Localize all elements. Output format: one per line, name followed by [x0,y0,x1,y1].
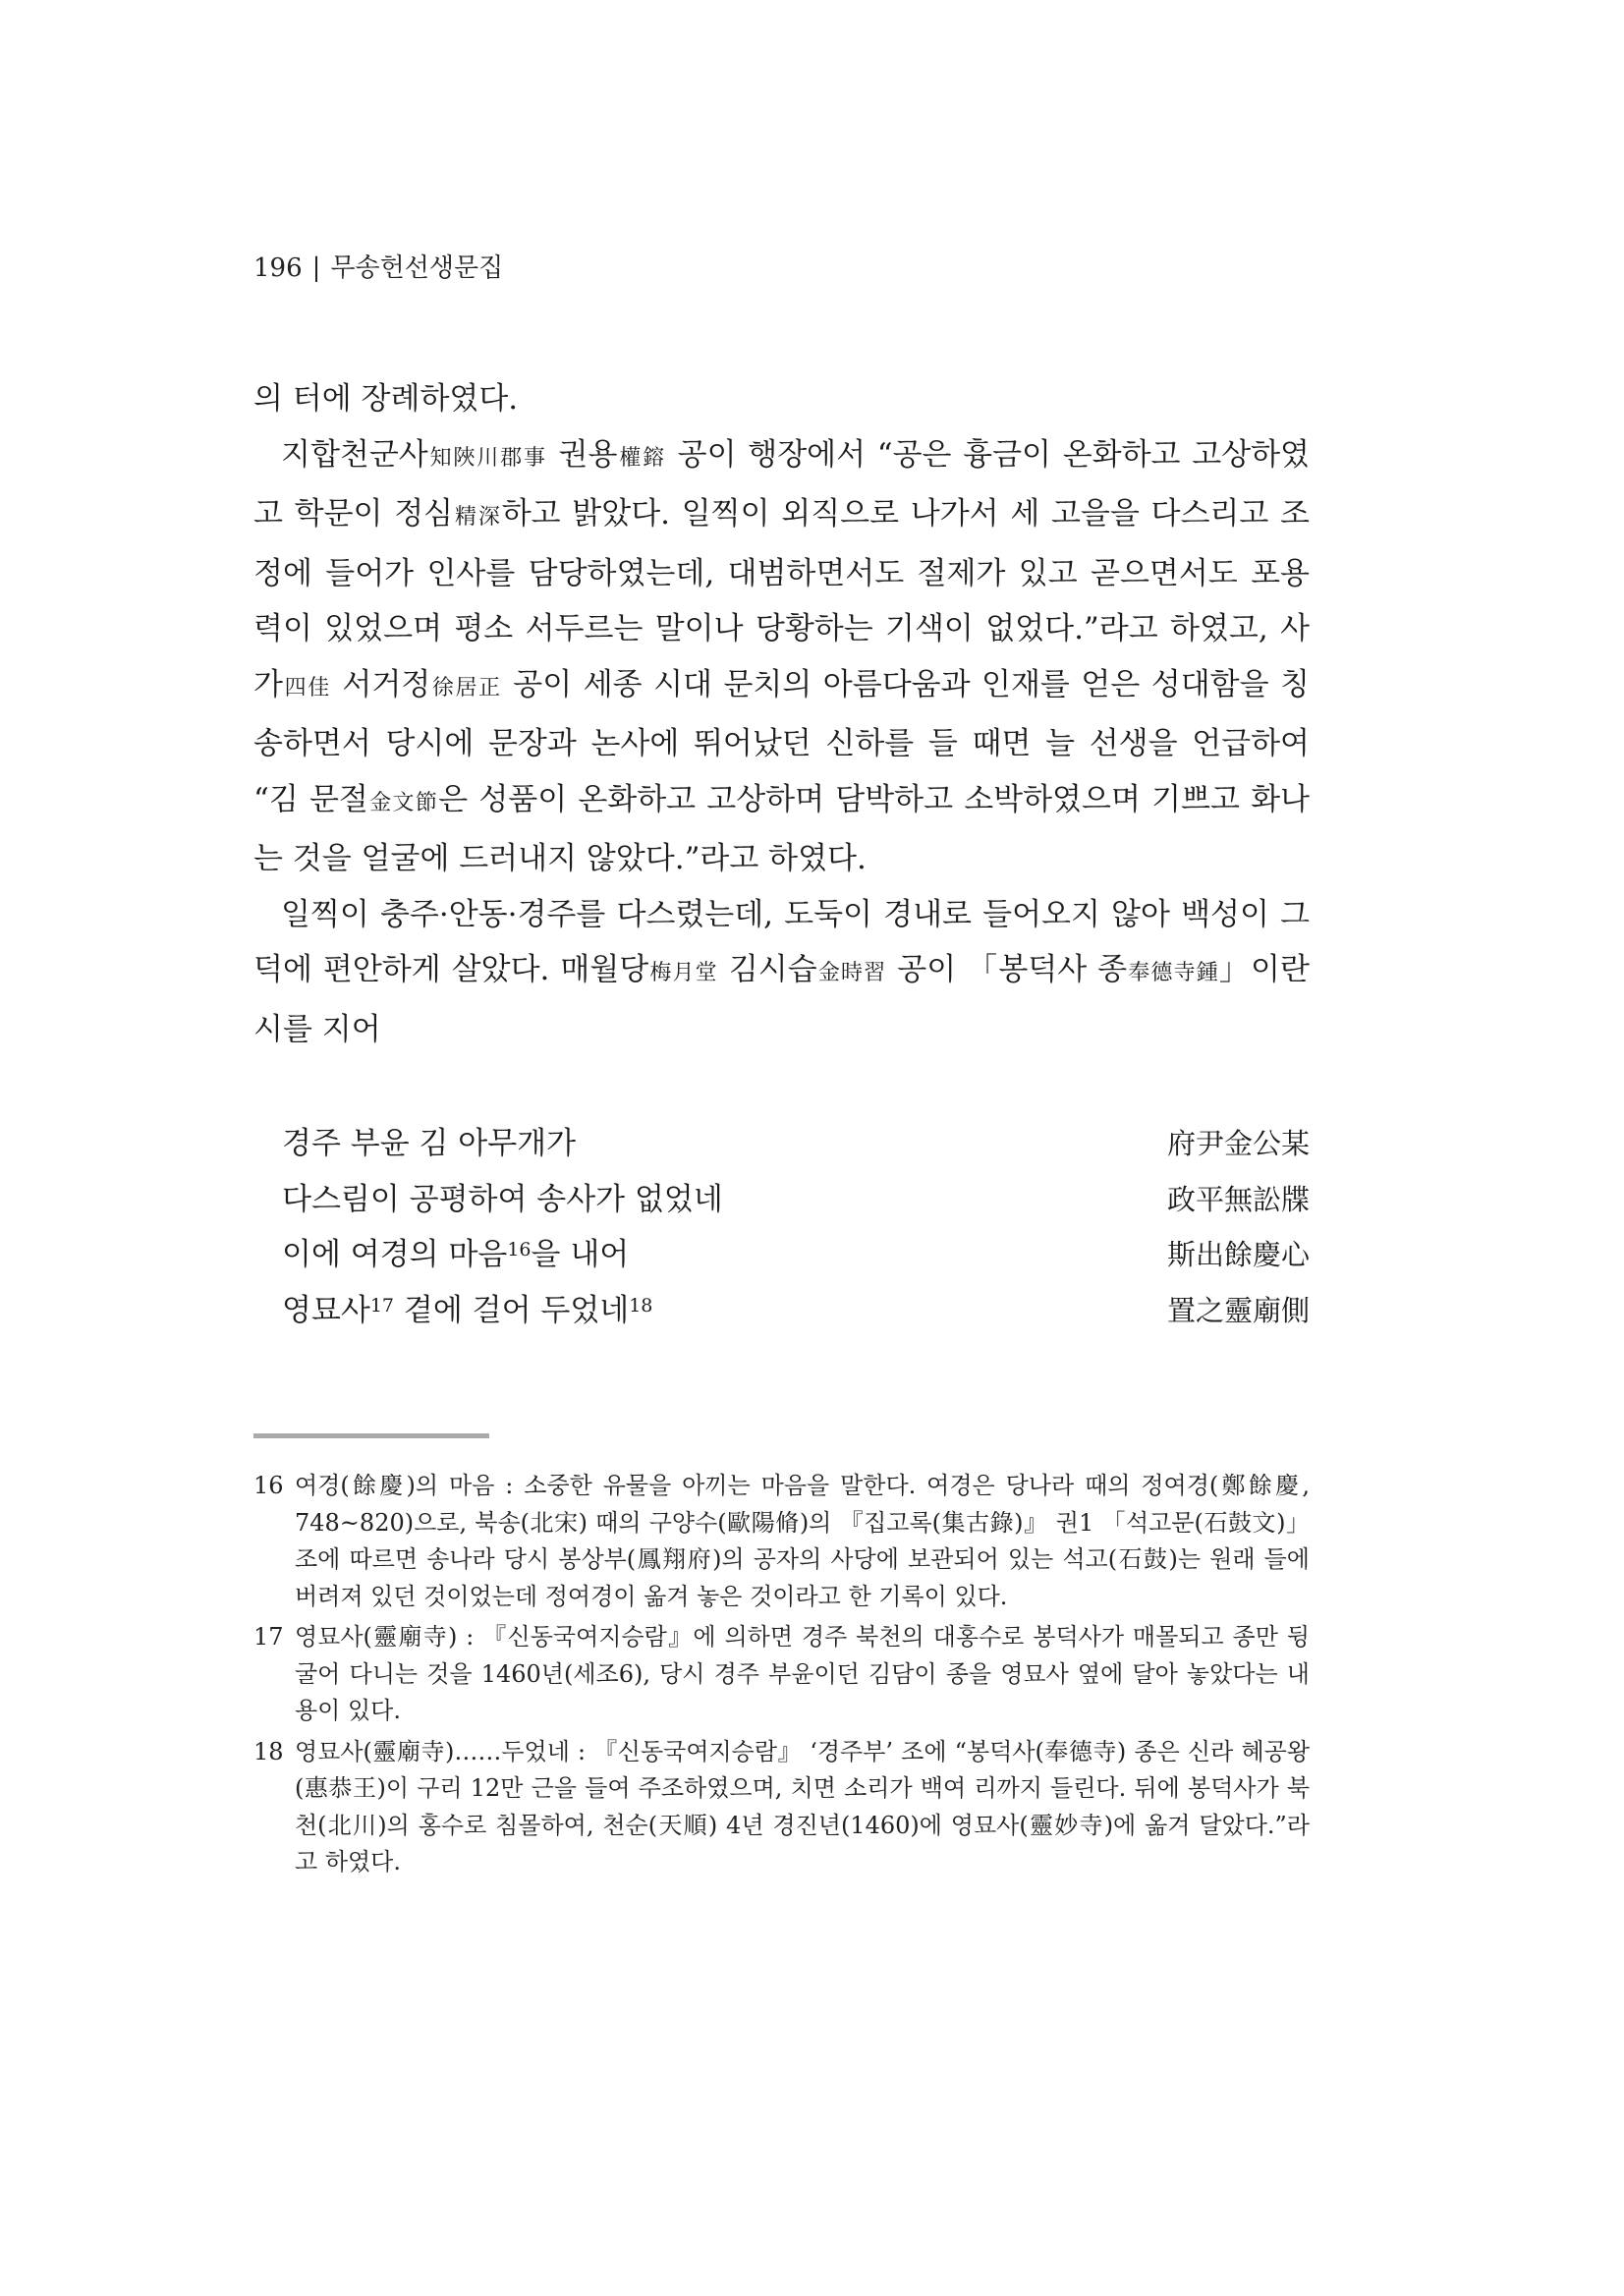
text-run: 공이 세종 시대 문치의 아름다움과 인재를 얻은 성대함을 칭송하면서 당시에 문장과 논사에 뛰어났던 신하를 들 때면 늘 선생을 언급하여 “김 문절 [253,666,1310,817]
poem-korean [282,1227,629,1283]
footnote-ref-17[interactable]: 17 [369,1294,395,1316]
text-run: 」이란 시를 지어 [253,952,1310,1047]
footnote-divider [253,1433,489,1438]
text-run: 하고 밝았다. 일찍이 외직으로 나가서 세 고을을 다스리고 조정에 들어가 인사를 담당하였는데, 대범하면서도 절제가 있고 곧으면서도 포용력이 있었으며 평소 서두르는 말이나 당황하는 기색이 없었다.”라고 하였고, 사가 [253,496,1310,702]
poem-hanja: 府尹金公某 [1166,1127,1310,1160]
footnote-17 [253,1619,1310,1730]
paragraph-1: 의 터에 장례하였다. [253,381,519,417]
text-run: 일찍이 충주·안동·경주를 다스렸는데, 도둑이 경내로 들어오지 않아 백성이 그 덕에 편안하게 살았다. 매월당 [253,896,1310,987]
footnote-ref-16[interactable]: 16 [507,1239,532,1260]
text-run: 지합천군사 [281,436,428,473]
footnote-number: 16 [253,1472,284,1499]
poem-korean [282,1172,723,1228]
paragraph-3 [253,887,1310,1058]
main-text [253,371,1310,1057]
hanja-gloss: 金時習 [816,961,887,985]
poem-text: 을 내어 [531,1237,630,1272]
poem-korean [282,1116,576,1172]
footnote-text: 여경(餘慶)의 마음 : 소중한 유물을 아끼는 마음을 말한다. 여경은 당나라 때의 정여경(鄭餘慶, 748~820)으로, 북송(北宋) 때의 구양수(歐陽脩)의 『집고록(集古錄)』 권1 「석고문(石鼓文)」 조에 따르면 송나라 당시 봉상부(鳳翔府)의 공자의 사당에 보관되어 있는 석고(石鼓)는 원래 들에 버려져 있던 것이었는데 정여경이 옮겨 놓은 것이라고 한 기록이 있다. [295,1472,1310,1610]
footnote-text: 영묘사(靈廟寺)……두었네 : 『신동국여지승람』 ‘경주부’ 조에 “봉덕사(奉德寺) 종은 신라 혜공왕(惠恭王)이 구리 12만 근을 들여 주조하였으며, 치면 소리가 백여 리까지 들린다. 뒤에 봉덕사가 북천(北川)의 홍수로 침몰하여, 천순(天順) 4년 경진년(1460)에 영묘사(靈妙寺)에 옮겨 달았다.”라고 하였다. [295,1737,1310,1876]
poem-text: 이에 여경의 마음 [282,1237,508,1272]
poem-hanja: 置之靈廟側 [1166,1293,1310,1327]
poem [282,1116,1310,1338]
hanja-gloss: 奉德寺鍾 [1127,961,1219,985]
poem-text: 경주 부윤 김 아무개가 [282,1126,577,1161]
footnote-number: 18 [253,1737,284,1765]
text-run: 김시습 [717,952,817,987]
header-separator: | [311,253,321,283]
poem-line [282,1172,1310,1228]
text-run: 권용 [546,436,618,473]
footnote-18 [253,1734,1310,1881]
hanja-gloss: 四佳 [282,675,331,700]
footnote-number: 17 [253,1623,284,1651]
text-run: 공이 「봉덕사 종 [886,952,1128,987]
hanja-gloss: 精深 [453,505,502,530]
text-run: 공이 행장에서 “공은 흉금이 온화하고 고상하였고 학문이 정심 [253,436,1310,532]
footnote-text: 영묘사(靈廟寺) : 『신동국여지승람』에 의하면 경주 북천의 대홍수로 봉덕사가 매몰되고 종만 뒹굴어 다니는 것을 1460년(세조6), 당시 경주 부윤이던 김담이 종을 영묘사 옆에 달아 놓았다는 내용이 있다. [295,1623,1310,1724]
poem-line [282,1227,1310,1283]
footnotes [253,1468,1310,1885]
book-title: 무송헌선생문집 [330,253,504,283]
paragraph-2 [253,427,1310,887]
hanja-gloss: 知陜川郡事 [427,445,547,471]
poem-hanja: 斯出餘慶心 [1166,1238,1310,1271]
hanja-gloss: 金文節 [367,790,439,815]
poem-text: 다스림이 공평하여 송사가 없었네 [282,1181,723,1217]
poem-line [282,1283,1310,1339]
poem-text: 영묘사 [282,1292,370,1328]
poem-line [282,1116,1310,1172]
text-run: 은 성품이 온화하고 고상하며 담박하고 소박하였으며 기쁘고 화나는 것을 얼굴에 드러내지 않았다.”라고 하였다. [253,781,1310,876]
hanja-gloss: 權鎔 [617,445,666,471]
poem-hanja: 政平無訟牒 [1166,1182,1310,1216]
footnote-ref-18[interactable]: 18 [629,1294,653,1316]
footnote-16 [253,1468,1310,1615]
page-header [253,248,503,284]
poem-korean [282,1283,652,1339]
poem-text: 곁에 걸어 두었네 [394,1292,630,1328]
hanja-gloss: 徐居正 [430,675,502,700]
page-number: 196 [253,253,303,283]
text-run: 서거정 [330,666,431,702]
hanja-gloss: 梅月堂 [648,961,718,985]
